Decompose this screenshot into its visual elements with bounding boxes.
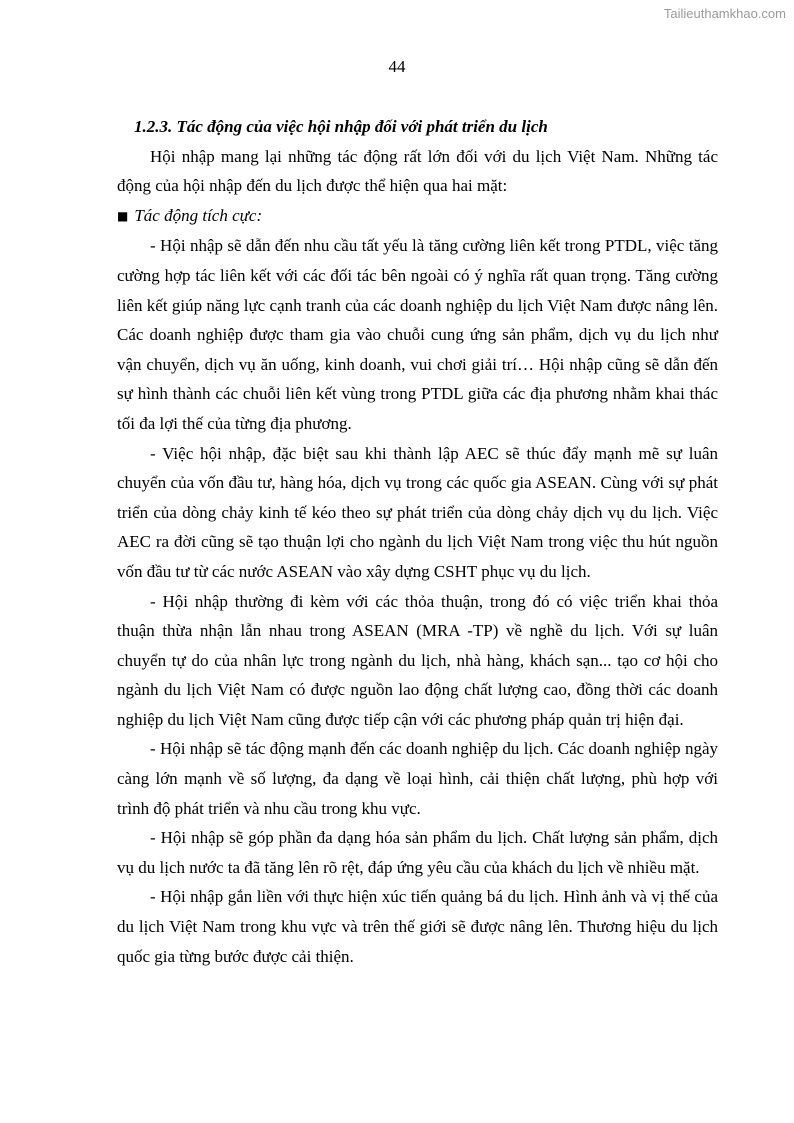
square-bullet-icon: ■ bbox=[117, 208, 129, 223]
paragraph: - Hội nhập sẽ góp phần đa dạng hóa sản phẩm du lịch. Chất lượng sản phẩm, dịch vụ du lịch nước ta đã tăng lên rõ rệt, đáp ứng yêu cầu của khách du lịch về nhiều mặt. bbox=[117, 828, 718, 877]
paragraph: - Hội nhập sẽ tác động mạnh đến các doanh nghiệp du lịch. Các doanh nghiệp ngày càng lớn mạnh về số lượng, đa dạng về loại hình, cải thiện chất lượng, phù hợp với trình độ phát triển và nhu cầu trong khu vực. bbox=[117, 739, 718, 818]
intro-paragraph: Hội nhập mang lại những tác động rất lớn đối với du lịch Việt Nam. Những tác động của hội nhập đến du lịch được thể hiện qua hai mặt: bbox=[117, 146, 718, 196]
bullet-heading bbox=[117, 201, 718, 232]
paragraph: - Hội nhập gắn liền với thực hiện xúc tiến quảng bá du lịch. Hình ảnh và vị thế của du lịch Việt Nam trong khu vực và trên thế giới sẽ được nâng lên. Thương hiệu du lịch quốc gia từng bước được cải thiện. bbox=[117, 887, 718, 966]
paragraph: - Hội nhập thường đi kèm với các thỏa thuận, trong đó có việc triển khai thỏa thuận thừa nhận lẫn nhau trong ASEAN (MRA -TP) về nghề du lịch. Với sự luân chuyển tự do của nhân lực trong ngành du lịch, nhà hàng, khách sạn... tạo cơ hội cho ngành du lịch Việt Nam có được nguồn lao động chất lượng cao, đồng thời các doanh nghiệp du lịch Việt Nam cũng được tiếp cận với các phương pháp quản trị hiện đại. bbox=[117, 591, 718, 729]
page-number: 44 bbox=[388, 57, 406, 76]
section-heading: 1.2.3. Tác động của việc hội nhập đối với phát triển du lịch bbox=[134, 117, 548, 136]
paragraph: - Hội nhập sẽ dẫn đến nhu cầu tất yếu là tăng cường liên kết trong PTDL, việc tăng cường hợp tác liên kết với các đối tác bên ngoài có ý nghĩa rất quan trọng. Tăng cường liên kết giúp năng lực cạnh tranh của các doanh nghiệp du lịch Việt Nam được nâng lên. Các doanh nghiệp được tham gia vào chuỗi cung ứng sản phẩm, dịch vụ du lịch như vận chuyển, dịch vụ ăn uống, kinh doanh, vui chơi giải trí… Hội nhập cũng sẽ dẫn đến sự hình thành các chuỗi liên kết vùng trong PTDL giữa các địa phương nhằm khai thác tối đa lợi thế của từng địa phương. bbox=[117, 236, 718, 433]
document-body bbox=[117, 112, 718, 971]
paragraph: - Việc hội nhập, đặc biệt sau khi thành lập AEC sẽ thúc đẩy mạnh mẽ sự luân chuyển của vốn đầu tư, hàng hóa, dịch vụ trong các quốc gia ASEAN. Cùng với sự phát triển của dòng chảy kinh tế kéo theo sự phát triển của dòng chảy dịch vụ du lịch. Việc AEC ra đời cũng sẽ tạo thuận lợi cho ngành du lịch Việt Nam trong việc thu hút nguồn vốn đầu tư từ các nước ASEAN vào xây dựng CSHT phục vụ du lịch. bbox=[117, 443, 718, 581]
watermark: Tailieuthamkhao.com bbox=[663, 6, 786, 21]
bullet-label: Tác động tích cực: bbox=[134, 205, 263, 225]
